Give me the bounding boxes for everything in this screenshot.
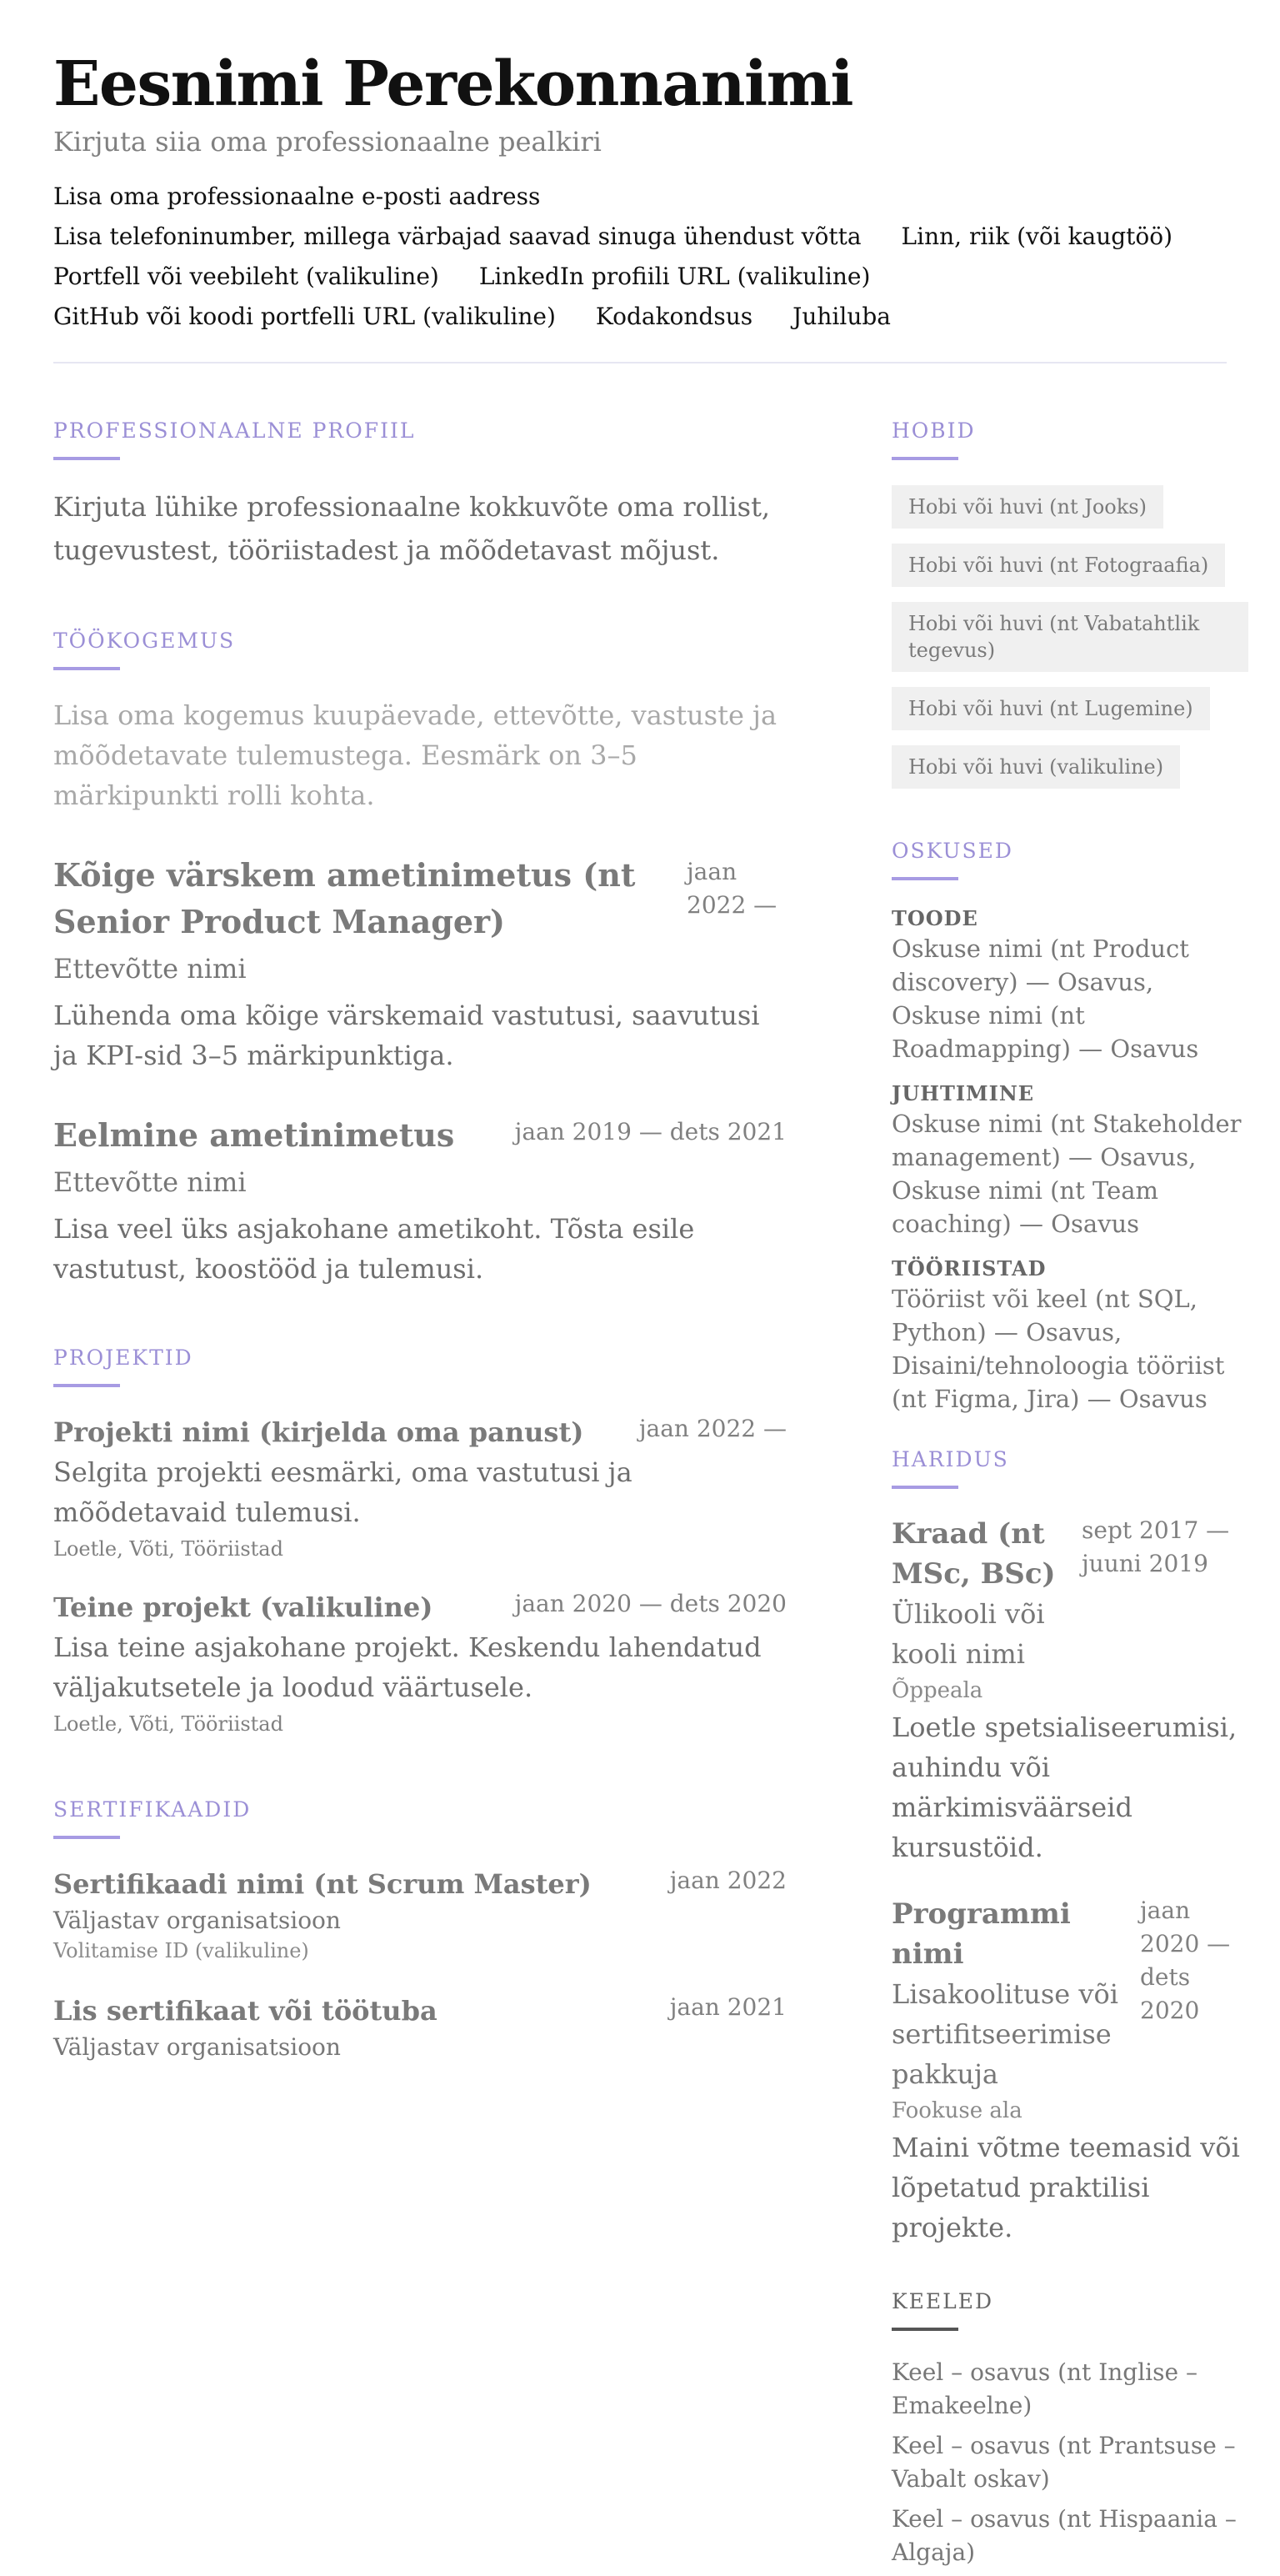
education-entry bbox=[892, 1514, 1248, 1867]
contact-row bbox=[53, 297, 1227, 337]
education-description: Loetle spetsialiseerumisi, auhindu või märkimisväärseid kursustöid. bbox=[892, 1711, 1238, 1863]
project-header bbox=[53, 1412, 787, 1452]
education-main bbox=[892, 1514, 1075, 1674]
certificate-entry bbox=[53, 1991, 787, 2064]
section-title: SERTIFIKAADID bbox=[53, 1797, 252, 1822]
project-entry bbox=[53, 1587, 787, 1741]
project-title: Teine projekt (valikuline) bbox=[53, 1591, 433, 1623]
certificate-title: Sertifikaadi nimi (nt Scrum Master) bbox=[53, 1868, 592, 1900]
school-name: Ülikooli või kooli nimi bbox=[892, 1598, 1045, 1670]
education-date: sept 2017 — juuni 2019 bbox=[1082, 1516, 1230, 1577]
certificate-header bbox=[53, 1864, 787, 1904]
job-date: jaan 2019 — dets 2021 bbox=[514, 1118, 787, 1145]
education-main bbox=[892, 1894, 1133, 2094]
contact-row bbox=[53, 177, 1227, 217]
section-title: TÖÖKOGEMUS bbox=[53, 629, 236, 653]
hobby-tag: Hobi või huvi (nt Vabatahtlik tegevus) bbox=[892, 602, 1248, 672]
certificate-date: jaan 2021 bbox=[669, 1993, 787, 2021]
side-column bbox=[892, 363, 1248, 2576]
contact-info bbox=[53, 177, 1227, 337]
languages-section bbox=[892, 2289, 1248, 2569]
job-description: Lisa veel üks asjakohane ametikoht. Tõsta esile vastutust, koostööd ja tulemusi. bbox=[53, 1213, 695, 1285]
focus-area: Fookuse ala bbox=[892, 2098, 1022, 2123]
section-title: PROJEKTID bbox=[53, 1346, 193, 1370]
language-item: Keel – osavus (nt Hispaania – Algaja) bbox=[892, 2505, 1237, 2566]
contact-row bbox=[53, 257, 1227, 297]
skill-category: TÖÖRIISTAD bbox=[892, 1256, 1047, 1280]
company-name: Ettevõtte nimi bbox=[53, 953, 247, 985]
job-header bbox=[53, 852, 787, 945]
job-title: Eelmine ametinimetus bbox=[53, 1116, 455, 1154]
section-underline bbox=[53, 667, 120, 670]
profile-section bbox=[53, 418, 787, 572]
section-underline bbox=[892, 457, 958, 460]
credential-id: Volitamise ID (valikuline) bbox=[53, 1939, 309, 1962]
job-header bbox=[53, 1112, 787, 1159]
citizenship: Kodakondsus bbox=[595, 303, 753, 330]
skill-list: Tööriist või keel (nt SQL, Python) — Osavus, Disaini/tehnoloogia tööriist (nt Figma, Jira) — Osavus bbox=[892, 1285, 1225, 1413]
main-column bbox=[53, 363, 787, 2576]
education-header bbox=[892, 1894, 1248, 2094]
certificate-header bbox=[53, 1991, 787, 2031]
project-date: jaan 2020 — dets 2020 bbox=[514, 1590, 787, 1617]
education-entry bbox=[892, 1894, 1248, 2248]
experience-section bbox=[53, 629, 787, 1289]
language-item: Keel – osavus (nt Prantsuse – Vabalt oskav) bbox=[892, 2432, 1236, 2493]
email-contact[interactable]: Lisa oma professionaalne e-posti aadress bbox=[53, 183, 541, 210]
skills-section bbox=[892, 839, 1248, 1416]
resume-columns bbox=[53, 363, 1242, 2576]
location-contact: Linn, riik (või kaugtöö) bbox=[901, 223, 1173, 250]
certificates-section bbox=[53, 1797, 787, 2064]
hobbies-section bbox=[892, 418, 1248, 804]
study-field: Õppeala bbox=[892, 1678, 983, 1703]
section-underline bbox=[892, 1486, 958, 1489]
certificate-entry bbox=[53, 1864, 787, 1964]
company-name: Ettevõtte nimi bbox=[53, 1166, 247, 1198]
projects-section bbox=[53, 1346, 787, 1741]
job-description: Lühenda oma kõige värskemaid vastutusi, saavutusi ja KPI-sid 3–5 märkipunktiga. bbox=[53, 1000, 760, 1071]
section-underline bbox=[53, 457, 120, 460]
section-title: HOBID bbox=[892, 418, 976, 443]
education-section bbox=[892, 1447, 1248, 2248]
project-tags: Loetle, Võti, Tööriistad bbox=[53, 1537, 283, 1561]
project-date: jaan 2022 — bbox=[638, 1415, 787, 1442]
section-underline bbox=[53, 1836, 120, 1839]
education-header bbox=[892, 1514, 1248, 1674]
portfolio-link[interactable]: Portfell või veebileht (valikuline) bbox=[53, 263, 439, 290]
language-item: Keel – osavus (nt Inglise – Emakeelne) bbox=[892, 2358, 1198, 2419]
section-title: PROFESSIONAALNE PROFIIL bbox=[53, 418, 416, 443]
section-title: HARIDUS bbox=[892, 1447, 1009, 1471]
project-description: Selgita projekti eesmärki, oma vastutusi ja mõõdetavaid tulemusi. bbox=[53, 1456, 632, 1528]
project-tags: Loetle, Võti, Tööriistad bbox=[53, 1712, 283, 1736]
job-entry bbox=[53, 1112, 787, 1289]
skill-category: JUHTIMINE bbox=[892, 1081, 1035, 1105]
project-header bbox=[53, 1587, 787, 1627]
project-description: Lisa teine asjakohane projekt. Keskendu lahendatud väljakutsetele ja loodud väärtusele. bbox=[53, 1631, 762, 1703]
github-link[interactable]: GitHub või koodi portfelli URL (valikuline) bbox=[53, 303, 556, 330]
project-title: Projekti nimi (kirjelda oma panust) bbox=[53, 1416, 584, 1448]
experience-intro: Lisa oma kogemus kuupäevade, ettevõtte, vastuste ja mõõdetavate tulemustega. Eesmärk on 3–5 märkipunkti rolli kohta. bbox=[53, 699, 778, 811]
hobby-tag: Hobi või huvi (valikuline) bbox=[892, 745, 1180, 789]
issuing-organization: Väljastav organisatsioon bbox=[53, 2033, 341, 2061]
certificate-title: Lis sertifikaat või töötuba bbox=[53, 1995, 438, 2027]
linkedin-link[interactable]: LinkedIn profiili URL (valikuline) bbox=[478, 263, 871, 290]
skill-list: Oskuse nimi (nt Stakeholder management) — Osavus, Oskuse nimi (nt Team coaching) — Osavus bbox=[892, 1110, 1242, 1238]
section-underline bbox=[892, 877, 958, 880]
program-title: Programmi nimi bbox=[892, 1897, 1071, 1971]
project-entry bbox=[53, 1412, 787, 1566]
hobby-list bbox=[892, 485, 1248, 804]
contact-row bbox=[53, 217, 1227, 257]
section-title: KEELED bbox=[892, 2289, 994, 2313]
skill-category: TOODE bbox=[892, 906, 978, 930]
provider-name: Lisakoolituse või sertifitseerimise pakkuja bbox=[892, 1978, 1118, 2090]
hobby-tag: Hobi või huvi (nt Fotograafia) bbox=[892, 544, 1225, 587]
education-description: Maini võtme teemasid või lõpetatud praktilisi projekte. bbox=[892, 2132, 1240, 2243]
education-date: jaan 2020 — dets 2020 bbox=[1140, 1897, 1231, 2024]
skill-list: Oskuse nimi (nt Product discovery) — Osavus, Oskuse nimi (nt Roadmapping) — Osavus bbox=[892, 935, 1199, 1063]
certificate-date: jaan 2022 bbox=[669, 1867, 787, 1894]
phone-contact[interactable]: Lisa telefoninumber, millega värbajad saavad sinuga ühendust võtta bbox=[53, 223, 862, 250]
drivers-license: Juhiluba bbox=[792, 303, 891, 330]
issuing-organization: Väljastav organisatsioon bbox=[53, 1907, 341, 1934]
job-title: Kõige värskem ametinimetus (nt Senior Product Manager) bbox=[53, 856, 636, 940]
section-underline bbox=[53, 1384, 120, 1387]
profile-summary: Kirjuta lühike professionaalne kokkuvõte oma rollist, tugevustest, tööriistadest ja mõõdetavast mõjust. bbox=[53, 491, 771, 566]
section-underline bbox=[892, 2328, 958, 2331]
professional-headline: Kirjuta siia oma professionaalne pealkiri bbox=[53, 126, 602, 158]
job-entry bbox=[53, 852, 787, 1075]
degree-title: Kraad (nt MSc, BSc) bbox=[892, 1517, 1056, 1591]
section-title: OSKUSED bbox=[892, 839, 1013, 863]
hobby-tag: Hobi või huvi (nt Jooks) bbox=[892, 485, 1163, 529]
candidate-name: Eesnimi Perekonnanimi bbox=[53, 48, 853, 120]
job-date: jaan 2022 — bbox=[687, 858, 778, 919]
hobby-tag: Hobi või huvi (nt Lugemine) bbox=[892, 687, 1210, 730]
